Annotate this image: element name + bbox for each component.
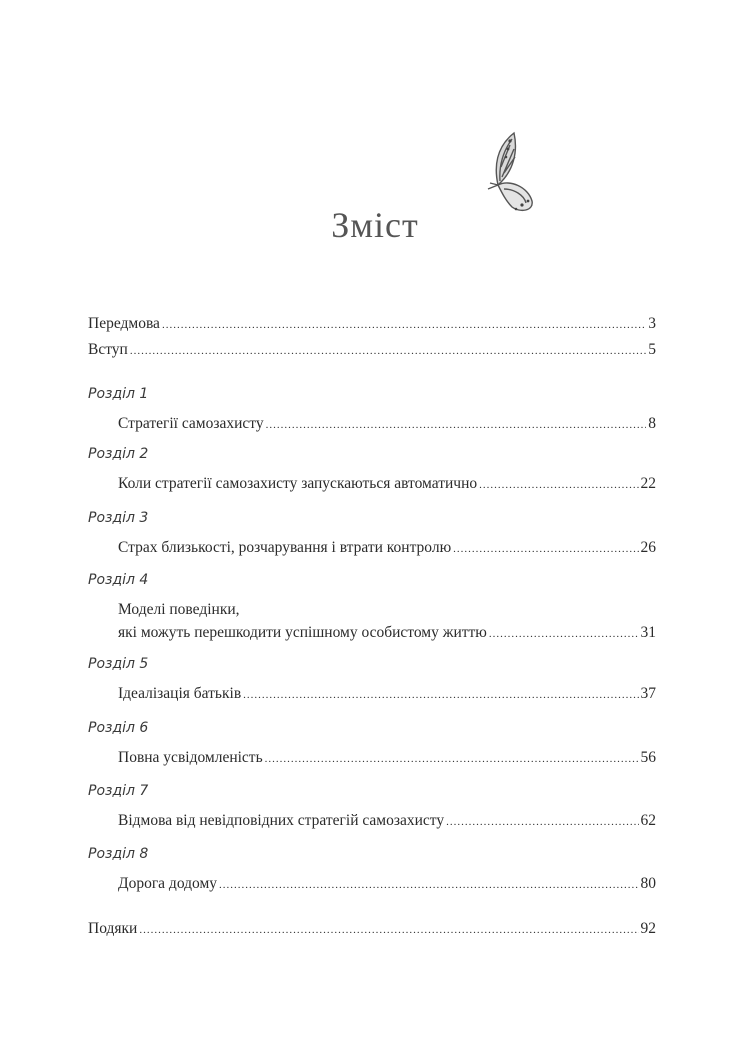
chapter-heading: Розділ 5 [88,656,149,672]
dot-leader [489,624,639,644]
entry-page: 56 [640,749,656,766]
entry-label: Передмова [88,315,160,332]
chapter-heading: Розділ 2 [88,446,149,462]
entry-label: Вступ [88,341,128,358]
dot-leader [162,315,646,335]
toc-entry-chapter-4[interactable] [118,623,656,644]
entry-page: 31 [640,624,656,641]
dot-leader [266,415,647,435]
dot-leader [265,749,639,769]
toc-entry-chapter-5[interactable] [118,684,656,705]
dot-leader [219,875,638,895]
entry-page: 5 [648,341,656,358]
entry-page: 3 [648,315,656,332]
chapter-heading: Розділ 1 [88,386,149,402]
entry-label-line1: Моделі поведінки, [118,601,240,618]
entry-page: 22 [640,475,656,492]
toc-entry-acknowledgements[interactable] [88,919,656,940]
entry-label: які можуть перешкодити успішному особистому життю [118,624,487,641]
dot-leader [130,341,646,361]
entry-page: 37 [640,685,656,702]
dot-leader [453,539,638,559]
toc-entry-chapter-1[interactable] [118,414,656,435]
dot-leader [243,685,638,705]
entry-label: Повна усвідомленість [118,749,263,766]
entry-label: Коли стратегії самозахисту запускаються автоматично [118,475,478,492]
entry-page: 80 [640,875,656,892]
toc-entry-chapter-7[interactable] [118,811,656,832]
entry-label: Стратегії самозахисту [118,415,264,432]
dot-leader [479,475,638,495]
entry-page: 26 [640,539,656,556]
page-title: Зміст [331,205,419,245]
entry-label: Дорога додому [118,875,218,892]
entry-page: 92 [640,920,656,937]
dot-leader [446,812,638,832]
entry-label: Ідеалізація батьків [118,685,242,702]
toc-entry-introduction[interactable] [88,340,656,361]
dot-leader [139,920,638,940]
chapter-heading: Розділ 6 [88,720,149,736]
toc-entry-chapter-6[interactable] [118,748,656,769]
entry-label: Страх близькості, розчарування і втрати контролю [118,539,452,556]
toc-entry-chapter-3[interactable] [118,538,656,559]
entry-label: Подяки [88,920,138,937]
toc-entry-chapter-8[interactable] [118,874,656,895]
chapter-heading: Розділ 3 [88,510,149,526]
toc-entry-chapter-2[interactable] [118,474,656,495]
chapter-heading: Розділ 4 [88,572,149,588]
chapter-heading: Розділ 8 [88,846,149,862]
entry-page: 62 [640,812,656,829]
chapter-heading: Розділ 7 [88,783,149,799]
toc-entry-foreword[interactable] [88,314,656,335]
entry-page: 8 [648,415,656,432]
entry-label: Відмова від невідповідних стратегій самозахисту [118,812,445,829]
